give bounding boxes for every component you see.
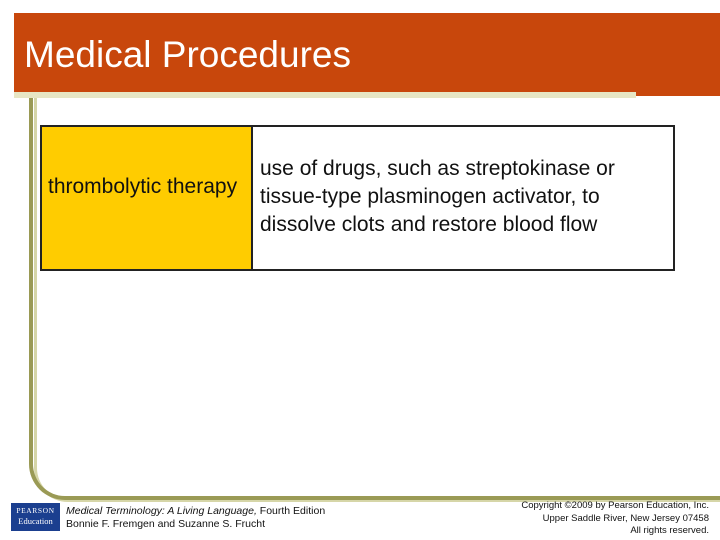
book-credit <box>66 505 325 531</box>
copyright-line3: All rights reserved. <box>630 525 709 536</box>
pearson-logo <box>11 503 60 531</box>
book-edition: Fourth Edition <box>256 505 326 517</box>
term-cell: thrombolytic therapy <box>42 127 253 269</box>
copyright-line1: Copyright ©2009 by Pearson Education, Inc. <box>521 500 709 511</box>
copyright-notice <box>449 500 709 538</box>
term-table <box>40 125 675 271</box>
book-title-line <box>66 505 325 518</box>
book-title: Medical Terminology: A Living Language, <box>66 505 257 517</box>
book-authors: Bonnie F. Fremgen and Suzanne S. Frucht <box>66 518 266 530</box>
title-underline <box>14 92 636 98</box>
logo-line1: PEARSON <box>16 506 55 515</box>
logo-line2: Education <box>18 516 53 526</box>
definition-cell: use of drugs, such as streptokinase or tissue-type plasminogen activator, to dissolve clots and restore blood flow <box>260 157 615 236</box>
copyright-line2: Upper Saddle River, New Jersey 07458 <box>542 512 709 524</box>
slide-title: Medical Procedures <box>24 34 351 75</box>
